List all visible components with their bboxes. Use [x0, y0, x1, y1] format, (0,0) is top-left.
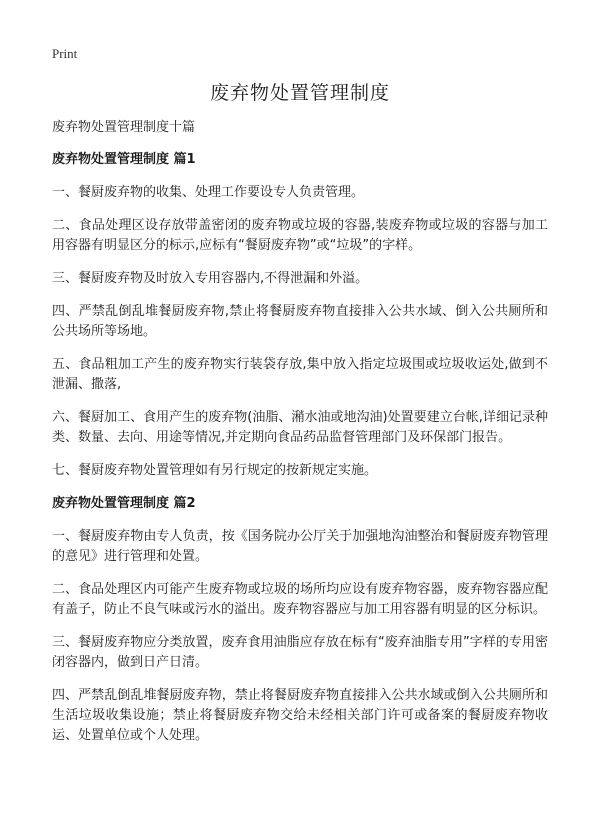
section-heading: 废弃物处置管理制度 篇2: [52, 496, 196, 511]
paragraph: 六、餐厨加工、食用产生的废弃物(油脂、潲水油或地沟油)处置要建立台帐,详细记录种类、数量、去向、用途等情况,并定期向食品药品监督管理部门及环保部门报告。: [52, 410, 548, 445]
document-body: [52, 118, 548, 759]
section-1: [52, 150, 548, 481]
section-2: [52, 494, 548, 746]
paragraph: 四、严禁乱倒乱堆餐厨废弃物，禁止将餐厨废弃物直接排入公共水域或倒入公共厕所和生活垃圾收集设施；禁止将餐厨废弃物交给未经相关部门许可或备案的餐厨废弃物收运、处置单位或个人处理。: [52, 688, 548, 743]
paragraph: 一、餐厨废弃物由专人负责，按《国务院办公厅关于加强地沟油整治和餐厨废弃物管理的意见》进行管理和处置。: [52, 529, 548, 564]
paragraph: 二、食品处理区设存放带盖密闭的废弃物或垃圾的容器,装废弃物或垃圾的容器与加工用容器有明显区分的标示,应标有“餐厨废弃物”或“垃圾”的字样。: [52, 218, 548, 253]
paragraph: 一、餐厨废弃物的收集、处理工作要设专人负责管理。: [52, 185, 365, 200]
paragraph: 五、食品粗加工产生的废弃物实行装袋存放,集中放入指定垃圾围或垃圾收运处,做到不泄漏、撒落,: [52, 357, 548, 392]
paragraph: 三、餐厨废弃物应分类放置，废弃食用油脂应存放在标有“废弃油脂专用”字样的专用密闭容器内，做到日产日清。: [52, 635, 548, 670]
paragraph: 三、餐厨废弃物及时放入专用容器内,不得泄漏和外溢。: [52, 271, 369, 286]
document-subtitle: 废弃物处置管理制度十篇: [52, 120, 196, 135]
document-title: 废弃物处置管理制度: [209, 82, 390, 104]
paragraph: 七、餐厨废弃物处置管理如有另行规定的按新规定实施。: [52, 463, 378, 478]
print-label: Print: [52, 46, 78, 61]
section-heading: 废弃物处置管理制度 篇1: [52, 152, 196, 167]
paragraph: 四、严禁乱倒乱堆餐厨废弃物,禁止将餐厨废弃物直接排入公共水域、倒入公共厕所和公共场所等场地。: [52, 304, 548, 339]
paragraph: 二、食品处理区内可能产生废弃物或垃圾的场所均应设有废弃物容器，废弃物容器应配有盖子，防止不良气味或污水的溢出。废弃物容器应与加工用容器有明显的区分标识。: [52, 582, 548, 617]
